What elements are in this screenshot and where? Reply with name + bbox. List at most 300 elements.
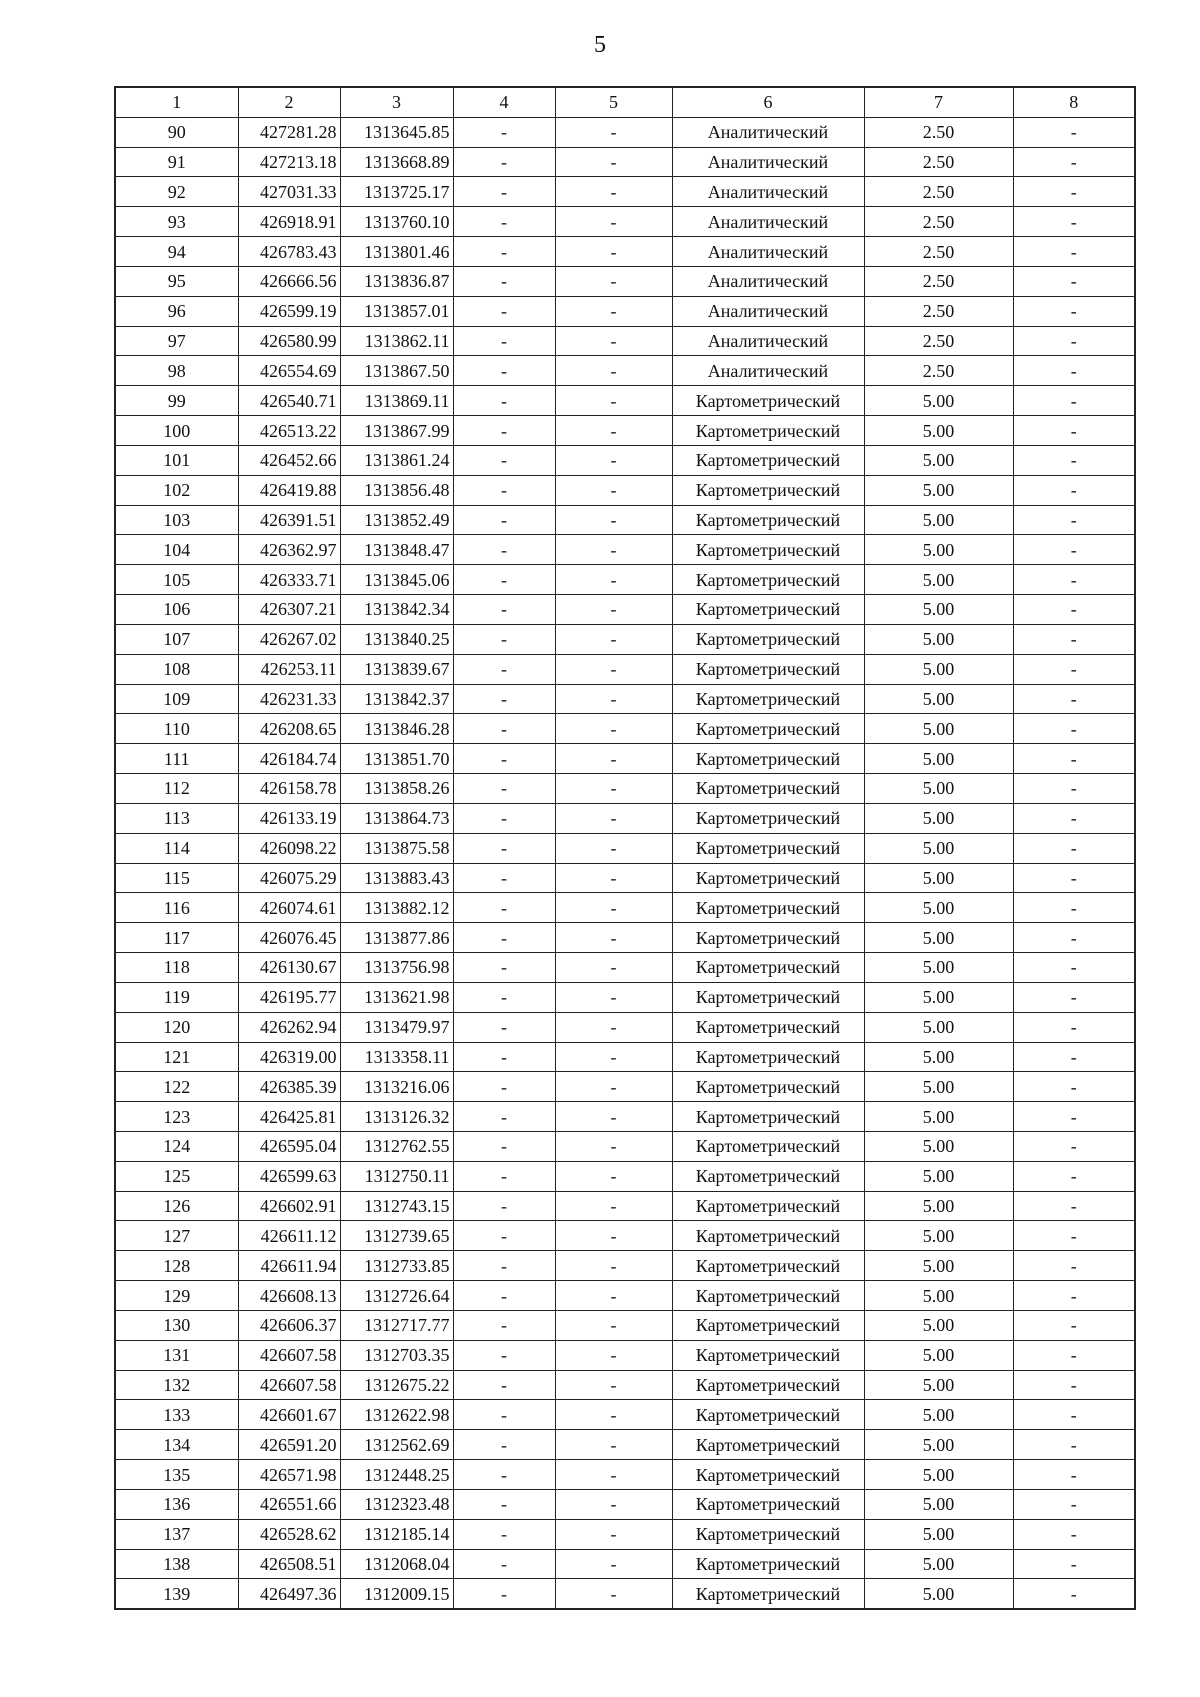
y-coordinate-cell: 1313760.10 xyxy=(340,207,453,237)
y-coordinate-cell: 1313848.47 xyxy=(340,535,453,565)
col8-cell: - xyxy=(1013,833,1135,863)
col4-cell: - xyxy=(453,1102,555,1132)
y-coordinate-cell: 1313861.24 xyxy=(340,445,453,475)
col5-cell: - xyxy=(555,1549,672,1579)
col8-cell: - xyxy=(1013,1579,1135,1609)
x-coordinate-cell: 426608.13 xyxy=(238,1281,340,1311)
col5-cell: - xyxy=(555,1519,672,1549)
col5-cell: - xyxy=(555,953,672,983)
y-coordinate-cell: 1313842.34 xyxy=(340,595,453,625)
point-number-cell: 105 xyxy=(115,565,238,595)
method-cell: Картометрический xyxy=(672,1131,864,1161)
table-row xyxy=(115,1370,1135,1400)
y-coordinate-cell: 1312717.77 xyxy=(340,1310,453,1340)
accuracy-cell: 5.00 xyxy=(864,923,1013,953)
col5-cell: - xyxy=(555,803,672,833)
method-cell: Картометрический xyxy=(672,982,864,1012)
col4-cell: - xyxy=(453,1191,555,1221)
accuracy-cell: 5.00 xyxy=(864,654,1013,684)
accuracy-cell: 5.00 xyxy=(864,803,1013,833)
y-coordinate-cell: 1313857.01 xyxy=(340,296,453,326)
point-number-cell: 104 xyxy=(115,535,238,565)
table-row xyxy=(115,1042,1135,1072)
y-coordinate-cell: 1313869.11 xyxy=(340,386,453,416)
accuracy-cell: 5.00 xyxy=(864,953,1013,983)
x-coordinate-cell: 427031.33 xyxy=(238,177,340,207)
point-number-cell: 112 xyxy=(115,774,238,804)
point-number-cell: 113 xyxy=(115,803,238,833)
x-coordinate-cell: 426076.45 xyxy=(238,923,340,953)
point-number-cell: 128 xyxy=(115,1251,238,1281)
point-number-cell: 111 xyxy=(115,744,238,774)
method-cell: Картометрический xyxy=(672,714,864,744)
col8-cell: - xyxy=(1013,1072,1135,1102)
col4-cell: - xyxy=(453,1430,555,1460)
col4-cell: - xyxy=(453,475,555,505)
table-row xyxy=(115,803,1135,833)
table-row xyxy=(115,1519,1135,1549)
y-coordinate-cell: 1313858.26 xyxy=(340,774,453,804)
col5-cell: - xyxy=(555,1430,672,1460)
y-coordinate-cell: 1313851.70 xyxy=(340,744,453,774)
x-coordinate-cell: 426551.66 xyxy=(238,1489,340,1519)
col4-cell: - xyxy=(453,1012,555,1042)
table-row xyxy=(115,774,1135,804)
y-coordinate-cell: 1313864.73 xyxy=(340,803,453,833)
point-number-cell: 90 xyxy=(115,117,238,147)
y-coordinate-cell: 1313839.67 xyxy=(340,654,453,684)
col5-cell: - xyxy=(555,1579,672,1609)
table-row xyxy=(115,356,1135,386)
col4-cell: - xyxy=(453,147,555,177)
y-coordinate-cell: 1312703.35 xyxy=(340,1340,453,1370)
x-coordinate-cell: 426267.02 xyxy=(238,624,340,654)
y-coordinate-cell: 1313877.86 xyxy=(340,923,453,953)
accuracy-cell: 2.50 xyxy=(864,237,1013,267)
table-row xyxy=(115,535,1135,565)
col5-cell: - xyxy=(555,266,672,296)
y-coordinate-cell: 1312323.48 xyxy=(340,1489,453,1519)
col4-cell: - xyxy=(453,1251,555,1281)
y-coordinate-cell: 1312733.85 xyxy=(340,1251,453,1281)
col8-cell: - xyxy=(1013,654,1135,684)
x-coordinate-cell: 426601.67 xyxy=(238,1400,340,1430)
accuracy-cell: 2.50 xyxy=(864,356,1013,386)
y-coordinate-cell: 1312762.55 xyxy=(340,1131,453,1161)
col8-cell: - xyxy=(1013,1281,1135,1311)
method-cell: Картометрический xyxy=(672,1579,864,1609)
x-coordinate-cell: 426425.81 xyxy=(238,1102,340,1132)
y-coordinate-cell: 1313875.58 xyxy=(340,833,453,863)
table-row xyxy=(115,684,1135,714)
method-cell: Картометрический xyxy=(672,863,864,893)
method-cell: Картометрический xyxy=(672,624,864,654)
point-number-cell: 94 xyxy=(115,237,238,267)
accuracy-cell: 5.00 xyxy=(864,1221,1013,1251)
accuracy-cell: 5.00 xyxy=(864,774,1013,804)
x-coordinate-cell: 426307.21 xyxy=(238,595,340,625)
col8-cell: - xyxy=(1013,1519,1135,1549)
x-coordinate-cell: 426253.11 xyxy=(238,654,340,684)
point-number-cell: 131 xyxy=(115,1340,238,1370)
method-cell: Картометрический xyxy=(672,505,864,535)
col5-cell: - xyxy=(555,654,672,684)
point-number-cell: 129 xyxy=(115,1281,238,1311)
accuracy-cell: 2.50 xyxy=(864,147,1013,177)
col4-cell: - xyxy=(453,266,555,296)
method-cell: Картометрический xyxy=(672,1221,864,1251)
col4-cell: - xyxy=(453,1161,555,1191)
table-row xyxy=(115,1430,1135,1460)
point-number-cell: 117 xyxy=(115,923,238,953)
col5-cell: - xyxy=(555,1489,672,1519)
x-coordinate-cell: 426611.12 xyxy=(238,1221,340,1251)
method-cell: Картометрический xyxy=(672,1072,864,1102)
accuracy-cell: 5.00 xyxy=(864,1310,1013,1340)
x-coordinate-cell: 426208.65 xyxy=(238,714,340,744)
col4-cell: - xyxy=(453,416,555,446)
method-cell: Картометрический xyxy=(672,1549,864,1579)
col5-cell: - xyxy=(555,207,672,237)
method-cell: Аналитический xyxy=(672,296,864,326)
method-cell: Картометрический xyxy=(672,1340,864,1370)
col8-cell: - xyxy=(1013,744,1135,774)
y-coordinate-cell: 1312448.25 xyxy=(340,1460,453,1490)
col8-cell: - xyxy=(1013,684,1135,714)
table-row xyxy=(115,1131,1135,1161)
col5-cell: - xyxy=(555,177,672,207)
accuracy-cell: 5.00 xyxy=(864,1012,1013,1042)
y-coordinate-cell: 1313846.28 xyxy=(340,714,453,744)
accuracy-cell: 5.00 xyxy=(864,1400,1013,1430)
table-row xyxy=(115,1400,1135,1430)
y-coordinate-cell: 1313479.97 xyxy=(340,1012,453,1042)
col5-cell: - xyxy=(555,565,672,595)
x-coordinate-cell: 426611.94 xyxy=(238,1251,340,1281)
col8-cell: - xyxy=(1013,1102,1135,1132)
point-number-cell: 125 xyxy=(115,1161,238,1191)
x-coordinate-cell: 426333.71 xyxy=(238,565,340,595)
column-header: 2 xyxy=(238,87,340,117)
accuracy-cell: 5.00 xyxy=(864,535,1013,565)
y-coordinate-cell: 1312562.69 xyxy=(340,1430,453,1460)
point-number-cell: 116 xyxy=(115,893,238,923)
method-cell: Картометрический xyxy=(672,1251,864,1281)
col8-cell: - xyxy=(1013,1400,1135,1430)
point-number-cell: 137 xyxy=(115,1519,238,1549)
table-row xyxy=(115,326,1135,356)
method-cell: Картометрический xyxy=(672,1281,864,1311)
col5-cell: - xyxy=(555,1221,672,1251)
accuracy-cell: 5.00 xyxy=(864,1191,1013,1221)
accuracy-cell: 5.00 xyxy=(864,744,1013,774)
point-number-cell: 132 xyxy=(115,1370,238,1400)
accuracy-cell: 5.00 xyxy=(864,1489,1013,1519)
table-row xyxy=(115,445,1135,475)
col4-cell: - xyxy=(453,1489,555,1519)
col8-cell: - xyxy=(1013,177,1135,207)
method-cell: Аналитический xyxy=(672,326,864,356)
col5-cell: - xyxy=(555,475,672,505)
method-cell: Картометрический xyxy=(672,1430,864,1460)
method-cell: Аналитический xyxy=(672,117,864,147)
accuracy-cell: 5.00 xyxy=(864,1519,1013,1549)
table-row xyxy=(115,266,1135,296)
col4-cell: - xyxy=(453,774,555,804)
table-row xyxy=(115,1579,1135,1609)
accuracy-cell: 2.50 xyxy=(864,326,1013,356)
x-coordinate-cell: 426540.71 xyxy=(238,386,340,416)
col8-cell: - xyxy=(1013,893,1135,923)
point-number-cell: 139 xyxy=(115,1579,238,1609)
y-coordinate-cell: 1313852.49 xyxy=(340,505,453,535)
table-row xyxy=(115,744,1135,774)
accuracy-cell: 5.00 xyxy=(864,1161,1013,1191)
accuracy-cell: 5.00 xyxy=(864,893,1013,923)
col4-cell: - xyxy=(453,1579,555,1609)
table-row xyxy=(115,982,1135,1012)
accuracy-cell: 5.00 xyxy=(864,1579,1013,1609)
point-number-cell: 114 xyxy=(115,833,238,863)
point-number-cell: 101 xyxy=(115,445,238,475)
col8-cell: - xyxy=(1013,147,1135,177)
col8-cell: - xyxy=(1013,714,1135,744)
table-row xyxy=(115,893,1135,923)
point-number-cell: 102 xyxy=(115,475,238,505)
table-row xyxy=(115,1072,1135,1102)
point-number-cell: 100 xyxy=(115,416,238,446)
accuracy-cell: 5.00 xyxy=(864,386,1013,416)
table-row xyxy=(115,1460,1135,1490)
col4-cell: - xyxy=(453,654,555,684)
method-cell: Картометрический xyxy=(672,923,864,953)
x-coordinate-cell: 426133.19 xyxy=(238,803,340,833)
y-coordinate-cell: 1313358.11 xyxy=(340,1042,453,1072)
col4-cell: - xyxy=(453,953,555,983)
method-cell: Картометрический xyxy=(672,1489,864,1519)
table-row xyxy=(115,923,1135,953)
col8-cell: - xyxy=(1013,356,1135,386)
col8-cell: - xyxy=(1013,1012,1135,1042)
col8-cell: - xyxy=(1013,386,1135,416)
method-cell: Аналитический xyxy=(672,237,864,267)
col5-cell: - xyxy=(555,386,672,416)
method-cell: Аналитический xyxy=(672,266,864,296)
col4-cell: - xyxy=(453,1460,555,1490)
accuracy-cell: 5.00 xyxy=(864,1340,1013,1370)
table-header-row xyxy=(115,87,1135,117)
point-number-cell: 95 xyxy=(115,266,238,296)
col5-cell: - xyxy=(555,1340,672,1370)
column-header: 7 xyxy=(864,87,1013,117)
y-coordinate-cell: 1312185.14 xyxy=(340,1519,453,1549)
point-number-cell: 96 xyxy=(115,296,238,326)
column-header: 3 xyxy=(340,87,453,117)
method-cell: Картометрический xyxy=(672,1460,864,1490)
x-coordinate-cell: 426195.77 xyxy=(238,982,340,1012)
x-coordinate-cell: 426571.98 xyxy=(238,1460,340,1490)
col8-cell: - xyxy=(1013,803,1135,833)
x-coordinate-cell: 426497.36 xyxy=(238,1579,340,1609)
method-cell: Картометрический xyxy=(672,744,864,774)
col8-cell: - xyxy=(1013,326,1135,356)
method-cell: Картометрический xyxy=(672,475,864,505)
method-cell: Картометрический xyxy=(672,774,864,804)
x-coordinate-cell: 426599.63 xyxy=(238,1161,340,1191)
x-coordinate-cell: 426591.20 xyxy=(238,1430,340,1460)
col4-cell: - xyxy=(453,1310,555,1340)
point-number-cell: 127 xyxy=(115,1221,238,1251)
col5-cell: - xyxy=(555,326,672,356)
accuracy-cell: 5.00 xyxy=(864,1549,1013,1579)
y-coordinate-cell: 1312743.15 xyxy=(340,1191,453,1221)
table-row xyxy=(115,416,1135,446)
table-row xyxy=(115,624,1135,654)
y-coordinate-cell: 1313645.85 xyxy=(340,117,453,147)
col4-cell: - xyxy=(453,1221,555,1251)
table-row xyxy=(115,386,1135,416)
col5-cell: - xyxy=(555,1310,672,1340)
col5-cell: - xyxy=(555,237,672,267)
table-row xyxy=(115,1251,1135,1281)
method-cell: Картометрический xyxy=(672,1519,864,1549)
col8-cell: - xyxy=(1013,266,1135,296)
accuracy-cell: 5.00 xyxy=(864,1102,1013,1132)
col4-cell: - xyxy=(453,893,555,923)
table-row xyxy=(115,207,1135,237)
x-coordinate-cell: 426231.33 xyxy=(238,684,340,714)
col4-cell: - xyxy=(453,982,555,1012)
col5-cell: - xyxy=(555,1012,672,1042)
method-cell: Картометрический xyxy=(672,535,864,565)
col4-cell: - xyxy=(453,1131,555,1161)
table-row xyxy=(115,863,1135,893)
method-cell: Аналитический xyxy=(672,207,864,237)
col8-cell: - xyxy=(1013,1161,1135,1191)
y-coordinate-cell: 1312622.98 xyxy=(340,1400,453,1430)
accuracy-cell: 5.00 xyxy=(864,1072,1013,1102)
col8-cell: - xyxy=(1013,982,1135,1012)
col5-cell: - xyxy=(555,923,672,953)
method-cell: Картометрический xyxy=(672,803,864,833)
accuracy-cell: 5.00 xyxy=(864,1281,1013,1311)
point-number-cell: 106 xyxy=(115,595,238,625)
table-row xyxy=(115,654,1135,684)
col8-cell: - xyxy=(1013,237,1135,267)
col5-cell: - xyxy=(555,1400,672,1430)
point-number-cell: 135 xyxy=(115,1460,238,1490)
col8-cell: - xyxy=(1013,207,1135,237)
x-coordinate-cell: 426075.29 xyxy=(238,863,340,893)
method-cell: Картометрический xyxy=(672,833,864,863)
y-coordinate-cell: 1313842.37 xyxy=(340,684,453,714)
accuracy-cell: 5.00 xyxy=(864,863,1013,893)
point-number-cell: 99 xyxy=(115,386,238,416)
col8-cell: - xyxy=(1013,296,1135,326)
y-coordinate-cell: 1312009.15 xyxy=(340,1579,453,1609)
accuracy-cell: 5.00 xyxy=(864,475,1013,505)
accuracy-cell: 5.00 xyxy=(864,565,1013,595)
table-row xyxy=(115,1340,1135,1370)
accuracy-cell: 2.50 xyxy=(864,117,1013,147)
col4-cell: - xyxy=(453,237,555,267)
col8-cell: - xyxy=(1013,1340,1135,1370)
point-number-cell: 120 xyxy=(115,1012,238,1042)
method-cell: Картометрический xyxy=(672,893,864,923)
col4-cell: - xyxy=(453,296,555,326)
coordinates-table xyxy=(114,86,1136,1610)
y-coordinate-cell: 1313845.06 xyxy=(340,565,453,595)
x-coordinate-cell: 426528.62 xyxy=(238,1519,340,1549)
point-number-cell: 126 xyxy=(115,1191,238,1221)
method-cell: Картометрический xyxy=(672,1012,864,1042)
point-number-cell: 110 xyxy=(115,714,238,744)
method-cell: Картометрический xyxy=(672,595,864,625)
col5-cell: - xyxy=(555,1102,672,1132)
x-coordinate-cell: 427213.18 xyxy=(238,147,340,177)
method-cell: Картометрический xyxy=(672,1161,864,1191)
col4-cell: - xyxy=(453,535,555,565)
column-header: 4 xyxy=(453,87,555,117)
method-cell: Картометрический xyxy=(672,1400,864,1430)
col5-cell: - xyxy=(555,1370,672,1400)
col5-cell: - xyxy=(555,714,672,744)
col5-cell: - xyxy=(555,1072,672,1102)
column-header: 8 xyxy=(1013,87,1135,117)
method-cell: Картометрический xyxy=(672,654,864,684)
col4-cell: - xyxy=(453,356,555,386)
col5-cell: - xyxy=(555,147,672,177)
point-number-cell: 109 xyxy=(115,684,238,714)
method-cell: Картометрический xyxy=(672,565,864,595)
accuracy-cell: 2.50 xyxy=(864,207,1013,237)
accuracy-cell: 5.00 xyxy=(864,1370,1013,1400)
table-row xyxy=(115,147,1135,177)
table-row xyxy=(115,953,1135,983)
col4-cell: - xyxy=(453,595,555,625)
table-row xyxy=(115,475,1135,505)
method-cell: Картометрический xyxy=(672,1102,864,1132)
method-cell: Картометрический xyxy=(672,1191,864,1221)
x-coordinate-cell: 426595.04 xyxy=(238,1131,340,1161)
y-coordinate-cell: 1312675.22 xyxy=(340,1370,453,1400)
col5-cell: - xyxy=(555,893,672,923)
col4-cell: - xyxy=(453,326,555,356)
method-cell: Картометрический xyxy=(672,445,864,475)
x-coordinate-cell: 426130.67 xyxy=(238,953,340,983)
col4-cell: - xyxy=(453,624,555,654)
col8-cell: - xyxy=(1013,774,1135,804)
x-coordinate-cell: 426783.43 xyxy=(238,237,340,267)
accuracy-cell: 2.50 xyxy=(864,266,1013,296)
col8-cell: - xyxy=(1013,1460,1135,1490)
method-cell: Картометрический xyxy=(672,1042,864,1072)
table-row xyxy=(115,1012,1135,1042)
col8-cell: - xyxy=(1013,117,1135,147)
col8-cell: - xyxy=(1013,1430,1135,1460)
x-coordinate-cell: 426184.74 xyxy=(238,744,340,774)
method-cell: Картометрический xyxy=(672,1310,864,1340)
col5-cell: - xyxy=(555,296,672,326)
col8-cell: - xyxy=(1013,445,1135,475)
accuracy-cell: 5.00 xyxy=(864,1430,1013,1460)
table-row xyxy=(115,833,1135,863)
col5-cell: - xyxy=(555,445,672,475)
accuracy-cell: 5.00 xyxy=(864,505,1013,535)
y-coordinate-cell: 1313836.87 xyxy=(340,266,453,296)
col8-cell: - xyxy=(1013,1042,1135,1072)
col4-cell: - xyxy=(453,1281,555,1311)
